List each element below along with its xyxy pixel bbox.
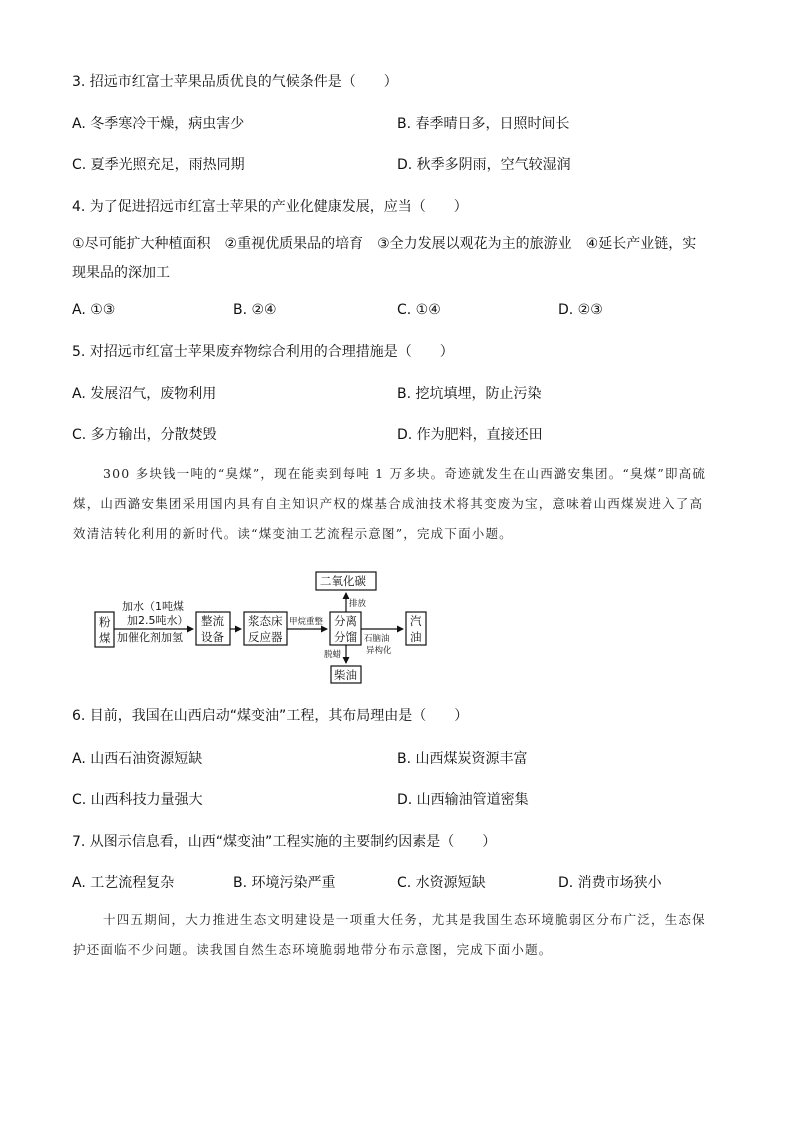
q7-option-b[interactable]: B. 环境污染严重 — [233, 875, 336, 891]
q7-option-a[interactable]: A. 工艺流程复杂 — [72, 875, 175, 891]
q7-stem: 7. 从图示信息看，山西“煤变油”工程实施的主要制约因素是（ ） — [72, 834, 497, 850]
reactor-label-1: 浆态床 — [248, 614, 283, 628]
rectifier-label-1: 整流 — [201, 614, 224, 628]
q3-option-c[interactable]: C. 夏季光照充足，雨热同期 — [72, 157, 245, 173]
q5-option-a[interactable]: A. 发展沼气，废物利用 — [72, 386, 217, 402]
q6-option-d[interactable]: D. 山西输油管道密集 — [397, 792, 529, 808]
q5-stem: 5. 对招远市红富士苹果废弃物综合利用的合理措施是（ ） — [72, 344, 454, 360]
q4-statements-line1: ①尽可能扩大种植面积 ②重视优质果品的培育 ③全力发展以观花为主的旅游业 ④延长产业链，实 — [72, 236, 697, 252]
q3-option-d[interactable]: D. 秋季多阴雨，空气较湿润 — [397, 157, 571, 173]
q6-stem: 6. 目前，我国在山西启动“煤变油”工程，其布局理由是（ ） — [72, 708, 469, 724]
isomerization-label-1: 石脑油 — [364, 634, 390, 644]
methane-reforming-label: 甲烷重整 — [289, 617, 324, 627]
q4-option-b[interactable]: B. ②④ — [233, 302, 277, 318]
q3-option-b[interactable]: B. 春季晴日多，日照时间长 — [397, 116, 570, 132]
input-label-1: 加水（1吨煤 — [122, 600, 184, 613]
q5-option-c[interactable]: C. 多方输出，分散焚毁 — [72, 427, 217, 443]
q5-option-d[interactable]: D. 作为肥料，直接还田 — [397, 427, 543, 443]
passage1-line1: 300 多块钱一吨的“臭煤”，现在能卖到每吨 1 万多块。奇迹就发生在山西潞安集团。“臭煤”即高硫 — [103, 466, 707, 481]
q6-option-b[interactable]: B. 山西煤炭资源丰富 — [397, 751, 528, 767]
input-label-2: 加2.5吨水） — [127, 614, 189, 627]
q6-option-a[interactable]: A. 山西石油资源短缺 — [72, 751, 203, 767]
reactor-label-2: 反应器 — [248, 630, 283, 644]
q4-option-d[interactable]: D. ②③ — [558, 302, 603, 318]
q4-statements-line2: 现果品的深加工 — [72, 265, 170, 281]
coal-powder-label-2: 煤 — [99, 631, 111, 645]
separator-label-2: 分馏 — [334, 630, 357, 644]
q7-option-d[interactable]: D. 消费市场狭小 — [558, 875, 662, 891]
rectifier-label-2: 设备 — [201, 630, 224, 644]
isomerization-label-2: 异构化 — [366, 646, 392, 656]
q4-option-c[interactable]: C. ①④ — [397, 302, 441, 318]
co2-label: 二氧化碳 — [320, 574, 366, 588]
gasoline-label-1: 汽 — [410, 614, 422, 628]
passage1-line2: 煤，山西潞安集团采用国内具有自主知识产权的煤基合成油技术将其变废为宝，意味着山西煤炭进入了高 — [73, 496, 704, 511]
dewax-label: 脱蜡 — [324, 650, 342, 660]
q4-option-a[interactable]: A. ①③ — [72, 302, 116, 318]
q5-option-b[interactable]: B. 挖坑填埋，防止污染 — [397, 386, 542, 402]
q7-option-c[interactable]: C. 水资源短缺 — [397, 875, 486, 891]
gasoline-label-2: 油 — [410, 630, 422, 644]
q4-stem: 4. 为了促进招远市红富士苹果的产业化健康发展，应当（ ） — [72, 199, 468, 215]
input-label-3: 加催化剂加氢 — [117, 631, 183, 644]
emission-label: 排放 — [349, 599, 367, 609]
coal-powder-label-1: 粉 — [99, 615, 111, 629]
q3-stem: 3. 招远市红富士苹果品质优良的气候条件是（ ） — [72, 74, 398, 90]
passage2-line2: 护还面临不少问题。读我国自然生态环境脆弱地带分布示意图，完成下面小题。 — [73, 942, 553, 957]
diesel-label: 柴油 — [334, 668, 357, 682]
q6-option-c[interactable]: C. 山西科技力量强大 — [72, 792, 203, 808]
q3-option-a[interactable]: A. 冬季寒冷干燥，病虫害少 — [72, 116, 245, 132]
passage1-line3: 效清洁转化利用的新时代。读“煤变油工艺流程示意图”，完成下面小题。 — [73, 526, 513, 541]
separator-label-1: 分离 — [334, 614, 357, 628]
passage2-line1: 十四五期间，大力推进生态文明建设是一项重大任务，尤其是我国生态环境脆弱区分布广泛，生态保 — [103, 912, 706, 927]
